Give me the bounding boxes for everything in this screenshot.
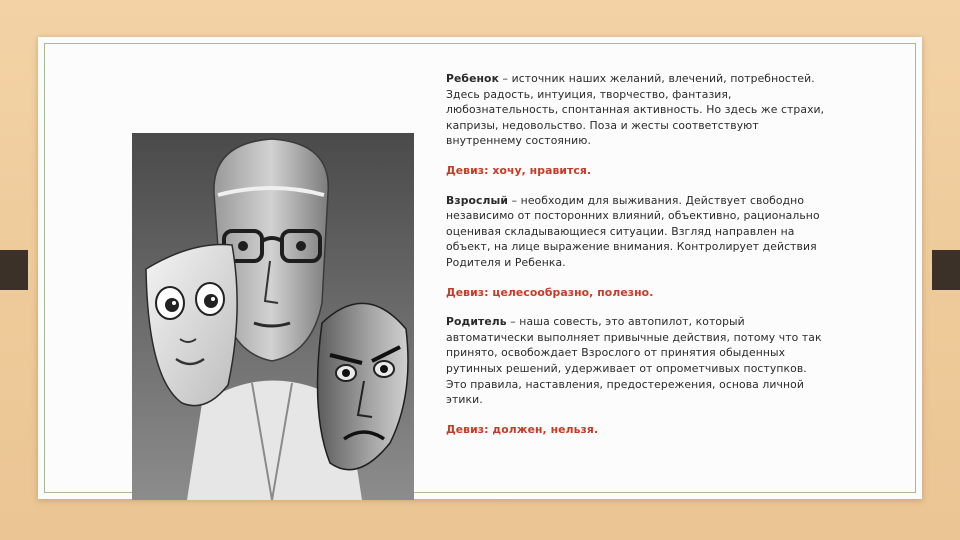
text-column (446, 71, 830, 451)
child-description: – источник наших желаний, влечений, потребностей. Здесь радость, интуиция, творчество, фантазия, любознательность, спонтанная активность. Но здесь же страхи, капризы, недовольство. Поза и жесты соответствуют внутреннему состоянию. (446, 72, 825, 148)
right-side-tab (932, 250, 960, 290)
adult-paragraph (446, 193, 830, 271)
adult-motto: Девиз: целесообразно, полезно. (446, 285, 654, 299)
adult-description: – необходим для выживания. Действует свободно независимо от посторонних влияний, объективно, рационально оценивая складывающиеся ситуации. Взгляд направлен на объект, на лице выражение внимания. Контролирует действия Родителя и Ребенка. (446, 193, 820, 269)
parent-paragraph (446, 314, 830, 408)
masks-illustration (132, 133, 414, 500)
parent-motto: Девиз: должен, нельзя. (446, 422, 599, 436)
parent-term: Родитель (446, 315, 507, 329)
parent-description: – наша совесть, это автопилот, который автоматически выполняет привычные действия, потому что так принято, освобождает Взрослого от принятия обыденных рутинных решений, удерживает от опрометчивых поступков. Это правила, наставления, предостережения, основа личной этики. (446, 315, 822, 407)
adult-term: Взрослый (446, 193, 509, 207)
left-side-tab (0, 250, 28, 290)
child-paragraph (446, 71, 830, 149)
child-term: Ребенок (446, 72, 500, 85)
slide-card (38, 37, 922, 499)
child-motto: Девиз: хочу, нравится. (446, 163, 592, 177)
